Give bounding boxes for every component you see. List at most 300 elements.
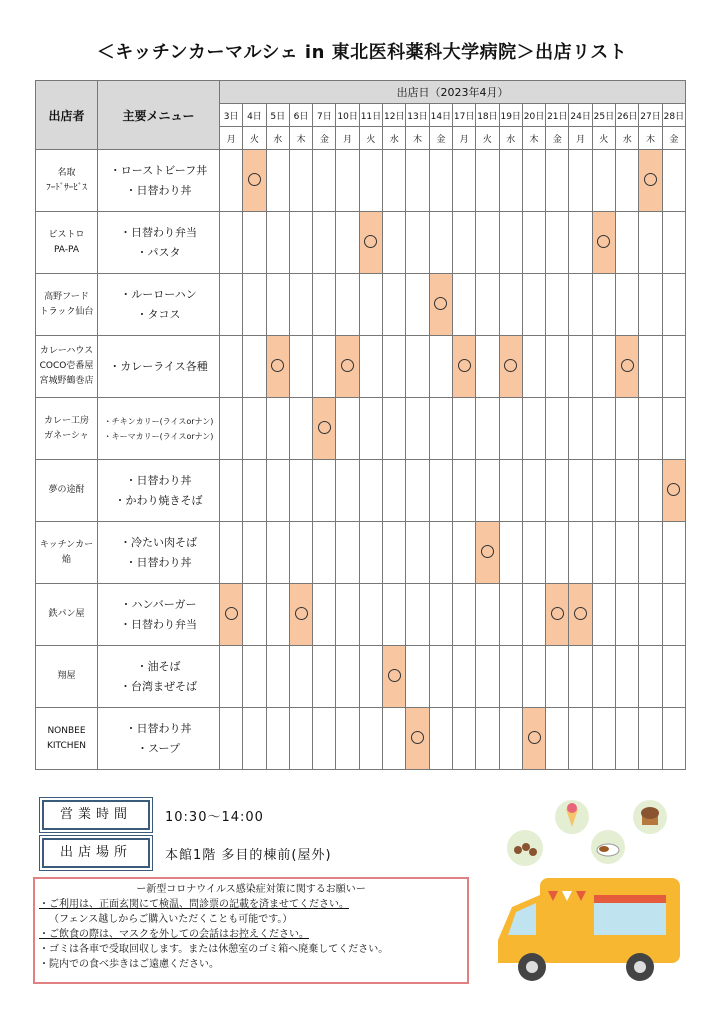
day-cell	[243, 522, 266, 584]
notice-box	[33, 877, 469, 984]
day-cell	[383, 522, 406, 584]
day-cell	[569, 522, 592, 584]
vendor-name: 名取 ﾌｰﾄﾞｻｰﾋﾞｽ	[36, 150, 98, 212]
day-cell	[522, 150, 545, 212]
open-mark-icon	[411, 731, 424, 744]
menu-items: ・日替わり弁当 ・パスタ	[98, 212, 220, 274]
day-cell	[546, 150, 569, 212]
vendor-name: キッチンカー 焔	[36, 522, 98, 584]
day-cell	[616, 212, 639, 274]
notice-line: ・院内での食べ歩きはご遠慮ください。	[39, 959, 219, 970]
open-day-cell	[592, 212, 615, 274]
day-cell	[616, 398, 639, 460]
day-cell	[476, 274, 499, 336]
day-cell	[359, 398, 382, 460]
menu-items: ・油そば ・台湾まぜそば	[98, 646, 220, 708]
day-header: 25日	[592, 104, 615, 127]
hours-label: 営業時間	[42, 800, 150, 830]
weekday-header: 水	[383, 127, 406, 150]
day-cell	[639, 398, 662, 460]
day-cell	[220, 336, 243, 398]
day-cell	[569, 398, 592, 460]
day-cell	[452, 274, 475, 336]
notice-line: ・ゴミは各車で受取回収します。または休憩室のゴミ箱へ廃棄してください。	[39, 944, 389, 955]
day-cell	[639, 522, 662, 584]
location-value: 本館1階 多目的棟前(屋外)	[165, 848, 332, 863]
day-cell	[266, 398, 289, 460]
day-cell	[266, 274, 289, 336]
day-cell	[243, 212, 266, 274]
vendor-name: 夢の途酎	[36, 460, 98, 522]
day-cell	[546, 212, 569, 274]
day-cell	[336, 274, 359, 336]
day-cell	[639, 460, 662, 522]
dates-header: 出店日（2023年4月）	[220, 81, 686, 104]
day-cell	[429, 584, 452, 646]
day-cell	[383, 336, 406, 398]
day-cell	[639, 584, 662, 646]
notice-line: ・ご利用は、正面玄関にて検温、問診票の記載を済ませてください。	[39, 899, 349, 910]
open-mark-icon	[364, 235, 377, 248]
weekday-header: 金	[429, 127, 452, 150]
day-cell	[289, 646, 312, 708]
vendor-name: カレー工房 ガネーシャ	[36, 398, 98, 460]
day-cell	[266, 212, 289, 274]
open-mark-icon	[388, 669, 401, 682]
day-cell	[499, 274, 522, 336]
day-cell	[429, 522, 452, 584]
day-cell	[383, 584, 406, 646]
weekday-header: 月	[336, 127, 359, 150]
weekday-header: 水	[266, 127, 289, 150]
schedule-body	[36, 150, 686, 770]
day-cell	[336, 584, 359, 646]
open-mark-icon	[225, 607, 238, 620]
day-cell	[452, 584, 475, 646]
open-day-cell	[616, 336, 639, 398]
open-day-cell	[476, 522, 499, 584]
day-cell	[289, 212, 312, 274]
day-header: 21日	[546, 104, 569, 127]
open-mark-icon	[597, 235, 610, 248]
day-header: 14日	[429, 104, 452, 127]
day-cell	[569, 460, 592, 522]
day-header: 12日	[383, 104, 406, 127]
open-mark-icon	[644, 173, 657, 186]
weekday-header: 火	[592, 127, 615, 150]
day-cell	[289, 522, 312, 584]
day-header: 4日	[243, 104, 266, 127]
vendor-header: 出店者	[36, 81, 98, 150]
vendor-row	[36, 336, 686, 398]
weekday-header: 木	[522, 127, 545, 150]
day-cell	[476, 460, 499, 522]
day-cell	[476, 584, 499, 646]
vendor-row	[36, 398, 686, 460]
menu-items: ・ハンバーガー ・日替わり弁当	[98, 584, 220, 646]
day-cell	[639, 212, 662, 274]
day-cell	[499, 150, 522, 212]
day-cell	[336, 460, 359, 522]
vendor-row	[36, 708, 686, 770]
open-day-cell	[639, 150, 662, 212]
day-cell	[639, 708, 662, 770]
day-cell	[220, 646, 243, 708]
day-cell	[406, 274, 429, 336]
open-day-cell	[569, 584, 592, 646]
day-cell	[662, 398, 685, 460]
weekday-header: 月	[452, 127, 475, 150]
day-cell	[569, 150, 592, 212]
day-cell	[220, 398, 243, 460]
weekday-header: 火	[476, 127, 499, 150]
day-cell	[406, 584, 429, 646]
menu-items: ・冷たい肉そば ・日替わり丼	[98, 522, 220, 584]
day-cell	[313, 150, 336, 212]
day-cell	[429, 336, 452, 398]
day-cell	[289, 708, 312, 770]
day-header: 13日	[406, 104, 429, 127]
open-mark-icon	[481, 545, 494, 558]
day-cell	[243, 646, 266, 708]
day-cell	[406, 150, 429, 212]
day-cell	[220, 708, 243, 770]
day-cell	[546, 708, 569, 770]
menu-items: ・ローストビーフ丼 ・日替わり丼	[98, 150, 220, 212]
day-header: 3日	[220, 104, 243, 127]
day-cell	[383, 398, 406, 460]
day-cell	[452, 398, 475, 460]
day-cell	[243, 398, 266, 460]
vendor-name: NONBEE KITCHEN	[36, 708, 98, 770]
day-cell	[499, 460, 522, 522]
day-cell	[359, 708, 382, 770]
open-mark-icon	[458, 359, 471, 372]
day-cell	[452, 460, 475, 522]
open-day-cell	[383, 646, 406, 708]
day-cell	[243, 584, 266, 646]
food-truck-illustration	[490, 795, 690, 985]
day-cell	[522, 522, 545, 584]
weekday-header: 木	[406, 127, 429, 150]
open-day-cell	[499, 336, 522, 398]
day-cell	[313, 212, 336, 274]
day-cell	[522, 336, 545, 398]
day-cell	[383, 274, 406, 336]
open-day-cell	[243, 150, 266, 212]
page-title: ＜キッチンカーマルシェ in 東北医科薬科大学病院＞出店リスト	[96, 42, 628, 63]
day-cell	[546, 398, 569, 460]
day-cell	[336, 212, 359, 274]
day-cell	[522, 212, 545, 274]
weekday-header: 火	[243, 127, 266, 150]
day-cell	[359, 584, 382, 646]
day-cell	[639, 336, 662, 398]
day-header: 11日	[359, 104, 382, 127]
day-cell	[522, 646, 545, 708]
day-cell	[662, 274, 685, 336]
open-day-cell	[289, 584, 312, 646]
day-cell	[452, 708, 475, 770]
day-cell	[243, 460, 266, 522]
day-cell	[592, 584, 615, 646]
day-cell	[476, 708, 499, 770]
day-cell	[429, 646, 452, 708]
menu-items: ・チキンカリー(ライスorナン) ・キーマカリー(ライスorナン)	[98, 398, 220, 460]
day-cell	[383, 150, 406, 212]
day-cell	[220, 274, 243, 336]
day-header: 20日	[522, 104, 545, 127]
day-cell	[592, 274, 615, 336]
open-mark-icon	[295, 607, 308, 620]
day-cell	[639, 646, 662, 708]
day-cell	[452, 646, 475, 708]
vendor-name: ビストロ PA-PA	[36, 212, 98, 274]
vendor-row	[36, 212, 686, 274]
day-cell	[616, 522, 639, 584]
open-day-cell	[546, 584, 569, 646]
open-day-cell	[452, 336, 475, 398]
open-day-cell	[313, 398, 336, 460]
weekday-header: 金	[313, 127, 336, 150]
day-cell	[266, 150, 289, 212]
day-cell	[336, 522, 359, 584]
day-cell	[616, 646, 639, 708]
day-cell	[359, 274, 382, 336]
day-cell	[616, 460, 639, 522]
weekday-header: 木	[289, 127, 312, 150]
day-cell	[569, 646, 592, 708]
day-header: 7日	[313, 104, 336, 127]
day-cell	[313, 708, 336, 770]
day-cell	[546, 522, 569, 584]
weekday-header: 水	[616, 127, 639, 150]
day-cell	[476, 398, 499, 460]
weekday-header: 月	[569, 127, 592, 150]
open-day-cell	[266, 336, 289, 398]
day-cell	[406, 398, 429, 460]
day-header: 17日	[452, 104, 475, 127]
day-cell	[569, 212, 592, 274]
day-cell	[592, 708, 615, 770]
day-cell	[336, 398, 359, 460]
open-day-cell	[406, 708, 429, 770]
day-cell	[266, 460, 289, 522]
day-cell	[406, 460, 429, 522]
day-cell	[616, 150, 639, 212]
day-cell	[522, 584, 545, 646]
day-cell	[662, 646, 685, 708]
open-mark-icon	[271, 359, 284, 372]
vendor-row	[36, 646, 686, 708]
vendor-name: 鉄パン屋	[36, 584, 98, 646]
day-cell	[452, 212, 475, 274]
day-header: 18日	[476, 104, 499, 127]
weekday-header: 金	[662, 127, 685, 150]
day-cell	[406, 336, 429, 398]
vendor-row	[36, 460, 686, 522]
open-mark-icon	[504, 359, 517, 372]
vendor-row	[36, 522, 686, 584]
menu-items: ・日替わり丼 ・スープ	[98, 708, 220, 770]
day-cell	[313, 460, 336, 522]
open-mark-icon	[574, 607, 587, 620]
day-cell	[266, 522, 289, 584]
notice-line: ・ご飲食の際は、マスクを外しての会話はお控えください。	[39, 929, 309, 940]
day-cell	[592, 460, 615, 522]
day-cell	[616, 708, 639, 770]
open-mark-icon	[621, 359, 634, 372]
day-cell	[289, 398, 312, 460]
notice-title: ー新型コロナウイルス感染症対策に関するお願いー	[136, 884, 366, 895]
vendor-row	[36, 274, 686, 336]
day-cell	[592, 646, 615, 708]
day-cell	[499, 584, 522, 646]
day-cell	[429, 398, 452, 460]
day-cell	[243, 336, 266, 398]
open-mark-icon	[434, 297, 447, 310]
notice-line: （フェンス越しからご購入いただくことも可能です。）	[49, 914, 293, 925]
day-cell	[220, 150, 243, 212]
weekday-header: 木	[639, 127, 662, 150]
day-cell	[662, 584, 685, 646]
day-cell	[313, 336, 336, 398]
day-cell	[266, 708, 289, 770]
day-cell	[359, 336, 382, 398]
weekday-header: 水	[499, 127, 522, 150]
day-cell	[592, 522, 615, 584]
open-day-cell	[662, 460, 685, 522]
open-mark-icon	[551, 607, 564, 620]
day-cell	[592, 150, 615, 212]
day-cell	[592, 398, 615, 460]
day-cell	[336, 150, 359, 212]
open-mark-icon	[248, 173, 261, 186]
day-cell	[592, 336, 615, 398]
day-cell	[662, 708, 685, 770]
day-cell	[616, 584, 639, 646]
open-mark-icon	[528, 731, 541, 744]
day-cell	[569, 336, 592, 398]
day-cell	[289, 336, 312, 398]
open-day-cell	[220, 584, 243, 646]
weekday-header: 金	[546, 127, 569, 150]
open-day-cell	[429, 274, 452, 336]
vendor-row	[36, 150, 686, 212]
day-cell	[406, 646, 429, 708]
day-cell	[429, 212, 452, 274]
day-header: 19日	[499, 104, 522, 127]
day-cell	[499, 522, 522, 584]
day-cell	[522, 274, 545, 336]
day-cell	[429, 708, 452, 770]
day-cell	[243, 708, 266, 770]
day-cell	[383, 460, 406, 522]
day-cell	[289, 274, 312, 336]
day-cell	[662, 336, 685, 398]
day-cell	[336, 708, 359, 770]
day-cell	[359, 522, 382, 584]
day-cell	[429, 460, 452, 522]
day-cell	[546, 646, 569, 708]
day-cell	[452, 522, 475, 584]
day-cell	[569, 274, 592, 336]
day-cell	[499, 398, 522, 460]
day-cell	[569, 708, 592, 770]
open-mark-icon	[341, 359, 354, 372]
open-mark-icon	[667, 483, 680, 496]
day-header: 27日	[639, 104, 662, 127]
day-cell	[546, 336, 569, 398]
day-cell	[452, 150, 475, 212]
menu-header: 主要メニュー	[98, 81, 220, 150]
day-header: 28日	[662, 104, 685, 127]
day-header: 10日	[336, 104, 359, 127]
day-cell	[266, 646, 289, 708]
day-cell	[522, 460, 545, 522]
weekday-header: 月	[220, 127, 243, 150]
day-cell	[476, 212, 499, 274]
weekday-header: 火	[359, 127, 382, 150]
day-header: 26日	[616, 104, 639, 127]
day-cell	[662, 150, 685, 212]
day-cell	[662, 522, 685, 584]
day-cell	[616, 274, 639, 336]
vendor-name: カレーハウス COCO壱番屋 宮城野鶴巻店	[36, 336, 98, 398]
day-cell	[243, 274, 266, 336]
menu-items: ・日替わり丼 ・かわり焼きそば	[98, 460, 220, 522]
day-cell	[313, 584, 336, 646]
day-cell	[406, 522, 429, 584]
day-cell	[383, 212, 406, 274]
day-cell	[499, 646, 522, 708]
day-cell	[429, 150, 452, 212]
menu-items: ・カレーライス各種	[98, 336, 220, 398]
day-cell	[359, 646, 382, 708]
day-cell	[662, 212, 685, 274]
day-cell	[220, 522, 243, 584]
location-label: 出店場所	[42, 838, 150, 868]
day-cell	[383, 708, 406, 770]
day-cell	[220, 460, 243, 522]
vendor-name: 翔屋	[36, 646, 98, 708]
vendor-name: 高野フード トラック仙台	[36, 274, 98, 336]
day-cell	[313, 522, 336, 584]
day-cell	[289, 150, 312, 212]
day-cell	[546, 274, 569, 336]
day-cell	[313, 274, 336, 336]
day-header: 24日	[569, 104, 592, 127]
hours-value: 10:30〜14:00	[165, 810, 264, 825]
day-cell	[289, 460, 312, 522]
day-cell	[220, 212, 243, 274]
open-day-cell	[522, 708, 545, 770]
menu-items: ・ルーローハン ・タコス	[98, 274, 220, 336]
day-cell	[476, 646, 499, 708]
day-cell	[266, 584, 289, 646]
open-mark-icon	[318, 421, 331, 434]
vendor-row	[36, 584, 686, 646]
day-header: 6日	[289, 104, 312, 127]
day-cell	[476, 336, 499, 398]
day-cell	[499, 708, 522, 770]
day-header: 5日	[266, 104, 289, 127]
open-day-cell	[336, 336, 359, 398]
day-cell	[522, 398, 545, 460]
day-cell	[336, 646, 359, 708]
day-cell	[476, 150, 499, 212]
day-cell	[313, 646, 336, 708]
